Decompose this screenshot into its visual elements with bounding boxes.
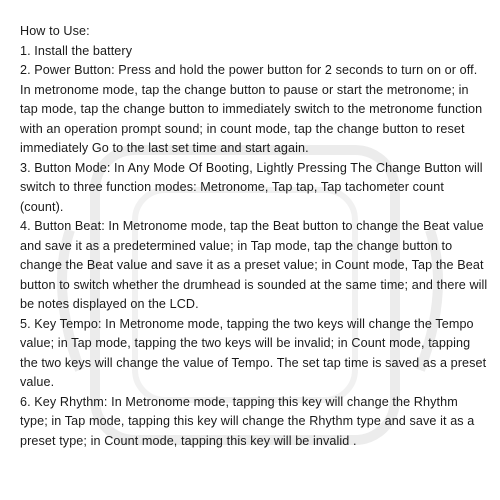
instruction-item: 4. Button Beat: In Metronome mode, tap the Beat button to change the Beat value and save it as a predetermined value; in Tap mode, tap the change button to change the Beat value and save it as a preset value; in Count mode, Tap the Beat button to switch whether the drumhead is sounded at the same time; and there will be notes displayed on the LCD. <box>20 219 488 311</box>
instruction-item: 6. Key Rhythm: In Metronome mode, tapping this key will change the Rhythm type; in Tap mode, tapping this key will change the Rhythm type and save it as a preset type; in Count mode, tapping this key will be invalid . <box>20 394 475 448</box>
instruction-item: 5. Key Tempo: In Metronome mode, tapping the two keys will change the Tempo value; in Tap mode, tapping the two keys will be invalid; in Count mode, tapping the two keys will change the value of Tempo. The set tap time is saved as a preset value. <box>20 316 487 389</box>
instruction-item: 1. Install the battery <box>20 43 133 58</box>
instructions-heading: How to Use: <box>20 24 90 38</box>
instruction-item: 3. Button Mode: In Any Mode Of Booting, Lightly Pressing The Change Button will switch to three function modes: Metronome, Tap tap, Tap tachometer count (count). <box>20 160 483 214</box>
instruction-item: 2. Power Button: Press and hold the power button for 2 seconds to turn on or off. In metronome mode, tap the change button to pause or start the metronome; in tap mode, tap the change button to immediately switch to the metronome function with an operation prompt sound; in count mode, tap the change button to reset immediately Go to the last set time and start again. <box>20 63 483 155</box>
instructions-text <box>20 22 488 451</box>
